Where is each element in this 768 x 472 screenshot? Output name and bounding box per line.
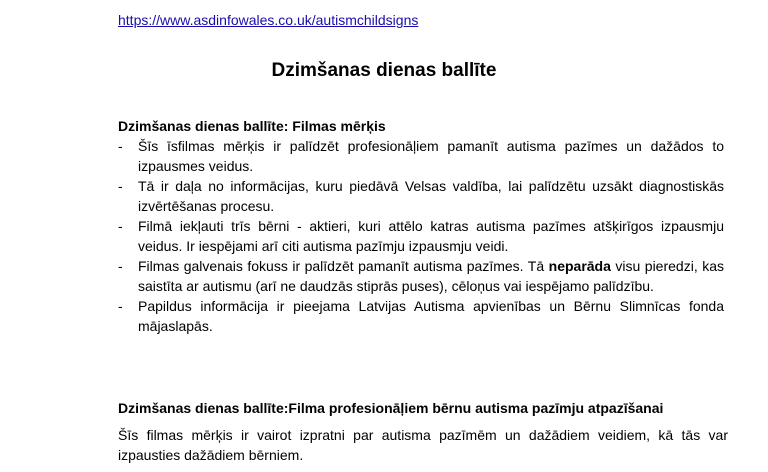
bullet-dash: - — [118, 138, 123, 154]
section-heading-part: Dzimšanas dienas ballīte: — [118, 400, 289, 416]
section-body-text: Šīs filmas mērķis ir vairot izpratni par autisma pazīmēm un dažādiem veidiem, kā tās var izpausties dažādiem bērniem. — [118, 427, 728, 463]
section-heading-film — [118, 400, 663, 416]
list-item — [118, 177, 724, 216]
bullet-dash: - — [118, 258, 123, 274]
list-item — [118, 217, 724, 256]
list-item-text-part: Filmas galvenais fokuss ir palīdzēt pamanīt autisma pazīmes. Tā — [138, 258, 549, 274]
list-item-text: Tā ir daļa no informācijas, kuru piedāvā Velsas valdība, lai palīdzētu uzsākt diagnostiskās izvērtēšanas procesu. — [138, 178, 724, 214]
bullet-dash: - — [118, 298, 123, 314]
bullet-dash: - — [118, 218, 123, 234]
source-link[interactable]: https://www.asdinfowales.co.uk/autismchildsigns — [118, 12, 419, 28]
section-heading-part: Filma profesionāļiem bērnu autisma pazīmju atpazīšanai — [288, 400, 664, 416]
list-item-text — [138, 258, 724, 294]
list-item — [118, 257, 724, 296]
page-title: Dzimšanas dienas ballīte — [271, 60, 497, 81]
list-item-text-part: visu pieredzi, kas saistīta ar autismu (arī ne daudzās stiprās puses), cēloņus vai iespējamo palīdzību. — [138, 258, 724, 294]
list-item-text: Filmā iekļauti trīs bērni - aktieri, kuri attēlo katras autisma pazīmes atšķirīgos izpausmju veidus. Ir iespējami arī citi autisma pazīmju izpausmju veidi. — [138, 218, 724, 254]
list-item — [118, 137, 724, 176]
bullet-dash: - — [118, 178, 123, 194]
section-heading-purpose: Dzimšanas dienas ballīte: Filmas mērķis — [118, 118, 386, 134]
list-item-text: Šīs īsfilmas mērķis ir palīdzēt profesionāļiem pamanīt autisma pazīmes un dažādos to izpausmes veidus. — [138, 138, 724, 174]
list-item-text: Papildus informācija ir pieejama Latvijas Autisma apvienības un Bērnu Slimnīcas fonda mājaslapās. — [138, 298, 724, 334]
list-item — [118, 297, 724, 336]
emphasis-text: neparāda — [548, 258, 611, 274]
purpose-list — [118, 137, 724, 337]
